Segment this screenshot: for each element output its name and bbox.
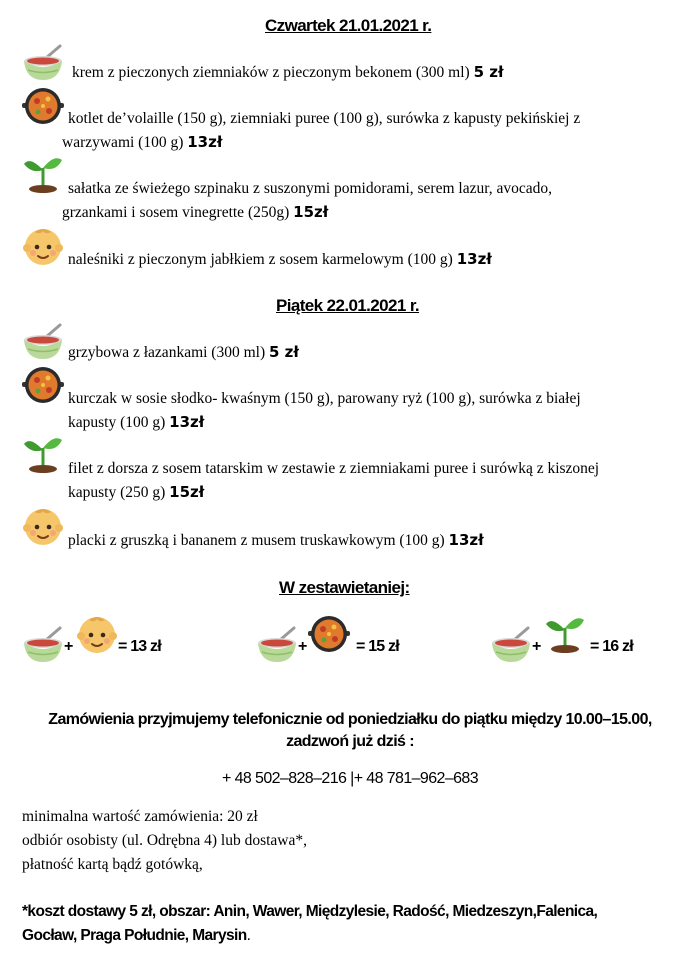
menu-item-text bbox=[62, 203, 328, 222]
pickup-info: odbiór osobisty (ul. Odrębna 4) lub dostawa*, bbox=[22, 832, 307, 849]
set-price: = 13 zł bbox=[118, 638, 161, 655]
set-price: = 15 zł bbox=[356, 638, 399, 655]
menu-item-price: 5 zł bbox=[269, 343, 299, 361]
delivery-line2 bbox=[22, 927, 251, 945]
soup-bowl-icon bbox=[22, 321, 64, 363]
menu-item-price: 15zł bbox=[293, 203, 329, 221]
menu-item-price: 5 zł bbox=[473, 63, 504, 81]
payment-info: płatność kartą bądź gotówką, bbox=[22, 856, 203, 873]
set-price: = 16 zł bbox=[590, 638, 633, 655]
menu-item-text bbox=[68, 413, 204, 432]
seedling-icon bbox=[22, 152, 64, 194]
menu-item-description: kurczak w sosie słodko- kwaśnym (150 g), parowany ryż (100 g), surówka z białej bbox=[68, 390, 581, 407]
menu-item-price: 13zł bbox=[187, 133, 223, 151]
menu-item-price: 13zł bbox=[448, 531, 484, 549]
menu-item-price: 13zł bbox=[456, 250, 492, 268]
orders-line1: Zamówienia przyjmujemy telefonicznie od poniedziałku do piątku między 10.00–15.00, bbox=[48, 711, 652, 728]
menu-item-description: sałatka ze świeżego szpinaku z suszonymi pomidorami, serem lazur, avocado, bbox=[68, 180, 553, 197]
seedling-icon bbox=[22, 432, 64, 474]
menu-item-description: krem z pieczonych ziemniaków z pieczonym bekonem (300 ml) bbox=[72, 64, 470, 81]
menu-item-text bbox=[68, 531, 484, 550]
menu-item-text bbox=[72, 63, 504, 82]
menu-item-text bbox=[62, 133, 222, 152]
menu-item-description: kapusty (250 g) bbox=[68, 484, 166, 501]
delivery-line1: *koszt dostawy 5 zł, obszar: Anin, Wawer, Międzylesie, Radość, Miedzeszyn,Falenica, bbox=[22, 903, 598, 920]
menu-item-price: 15zł bbox=[169, 483, 205, 501]
soup-bowl-icon bbox=[22, 42, 64, 84]
baby-face-icon bbox=[76, 614, 118, 656]
soup-bowl-icon bbox=[22, 624, 64, 666]
paella-pan-icon bbox=[22, 365, 64, 407]
menu-item-description: naleśniki z pieczonym jabłkiem z sosem karmelowym (100 g) bbox=[68, 251, 453, 268]
menu-item-description: grzybowa z łazankami (300 ml) bbox=[68, 344, 266, 361]
soup-bowl-icon bbox=[490, 624, 532, 666]
min-order-info: minimalna wartość zamówienia: 20 zł bbox=[22, 808, 258, 825]
soup-bowl-icon bbox=[256, 624, 298, 666]
menu-item-description: grzankami i sosem vinegrette (250g) bbox=[62, 204, 290, 221]
delivery-period: . bbox=[246, 927, 251, 944]
menu-item-text bbox=[68, 250, 492, 269]
delivery-areas: Gocław, Praga Południe, Marysin bbox=[22, 927, 247, 944]
sets-heading: W zestawietaniej: bbox=[279, 578, 410, 597]
day2-heading: Piątek 22.01.2021 r. bbox=[276, 296, 420, 315]
orders-line2: zadzwoń już dziś : bbox=[286, 733, 414, 750]
menu-item-description: filet z dorsza z sosem tatarskim w zestawie z ziemniakami puree i surówką z kiszonej bbox=[68, 460, 600, 477]
menu-item-description: kapusty (100 g) bbox=[68, 414, 166, 431]
menu-item-price: 13zł bbox=[169, 413, 205, 431]
menu-item-description: kotlet de’volaille (150 g), ziemniaki puree (100 g), surówka z kapusty pekińskiej z bbox=[68, 110, 581, 127]
plus-sign: + bbox=[532, 638, 542, 655]
paella-pan-icon bbox=[308, 614, 350, 656]
menu-item-text bbox=[68, 483, 204, 502]
day1-heading: Czwartek 21.01.2021 r. bbox=[265, 16, 432, 35]
menu-item-description: placki z gruszką i bananem z musem truskawkowym (100 g) bbox=[68, 532, 445, 549]
plus-sign: + bbox=[298, 638, 308, 655]
baby-face-icon bbox=[22, 506, 64, 548]
menu-item-text bbox=[68, 343, 299, 362]
menu-item-description: warzywami (100 g) bbox=[62, 134, 184, 151]
plus-sign: + bbox=[64, 638, 74, 655]
seedling-icon bbox=[544, 612, 586, 654]
phone-numbers: + 48 502–828–216 |+ 48 781–962–683 bbox=[221, 770, 479, 787]
baby-face-icon bbox=[22, 226, 64, 268]
paella-pan-icon bbox=[22, 86, 64, 128]
